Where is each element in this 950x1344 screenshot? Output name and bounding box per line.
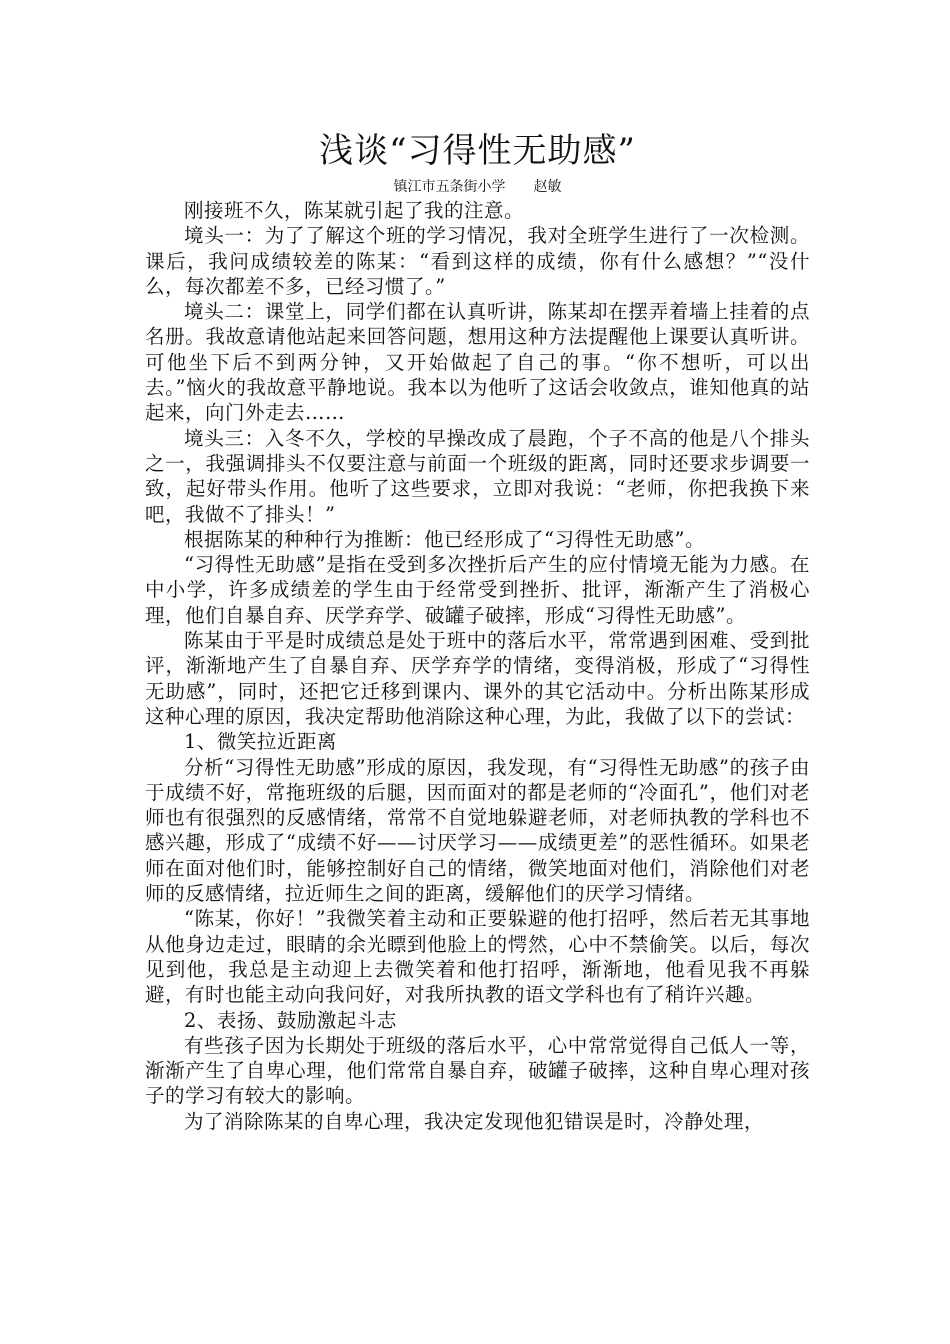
author-byline: 镇江市五条街小学 赵敏 (393, 179, 562, 195)
paragraph: 为了消除陈某的自卑心理，我决定发现他犯错误是时，冷静处理， (184, 1109, 765, 1133)
section-heading: 2、表扬、鼓励激起斗志 (184, 1008, 397, 1032)
paragraph: “习得性无助感”是指在受到多次挫折后产生的应付情境无能为力感。在中小学，许多成绩差的学生由于经常受到挫折、批评，渐渐产生了消极心理，他们自暴自弃、厌学弃学、破罐子破摔，形成“习得性无助感”。 (145, 553, 810, 627)
paragraph: 根据陈某的种种行为推断：他已经形成了“习得性无助感”。 (184, 527, 705, 551)
document-page (145, 128, 810, 1134)
paragraph: 分析“习得性无助感”形成的原因，我发现，有“习得性无助感”的孩子由于成绩不好，常拖班级的后腿，因而面对的都是老师的“冷面孔”，他们对老师也有很强烈的反感情绪，常常不自觉地躲避老师，对老师执教的学科也不感兴趣，形成了“成绩不好——讨厌学习——成绩更差”的恶性循环。如果老师在面对他们时，能够控制好自己的情绪，微笑地面对他们，消除他们对老师的反感情绪，拉近师生之间的距离，缓解他们的厌学习情绪。 (145, 755, 810, 906)
paragraph: 刚接班不久，陈某就引起了我的注意。 (184, 199, 525, 222)
paragraph: 境头二：课堂上，同学们都在认真听讲，陈某却在摆弄着墙上挂着的点名册。我故意请他站起来回答问题，想用这种方法提醒他上课要认真听讲。可他坐下后不到两分钟，又开始做起了自己的事。“你不想听，可以出去。”恼火的我故意平静地说。我本以为他听了这话会收敛点，谁知他真的站起来，向门外走去…… (145, 300, 810, 425)
paragraph: 陈某由于平是时成绩总是处于班中的落后水平，常常遇到困难、受到批评，渐渐地产生了自暴自弃、厌学弃学的情绪，变得消极，形成了“习得性无助感”，同时，还把它迁移到课内、课外的其它活动中。分析出陈某形成这种心理的原因，我决定帮助他消除这种心理，为此，我做了以下的尝试： (145, 629, 810, 728)
paragraph: 境头三：入冬不久，学校的早操改成了晨跑，个子不高的他是八个排头之一，我强调排头不仅要注意与前面一个班级的距离，同时还要求步调要一致，起好带头作用。他听了这些要求，立即对我说：“老师，你把我换下来吧，我做不了排头！” (145, 426, 810, 526)
page-title: 浅谈“习得性无助感” (319, 131, 636, 171)
paragraph: “陈某，你好！”我微笑着主动和正要躲避的他打招呼，然后若无其事地从他身边走过，眼睛的余光瞟到他脸上的愕然，心中不禁偷笑。以后，每次见到他，我总是主动迎上去微笑着和他打招呼，渐渐地，他看见我不再躲避，有时也能主动向我问好，对我所执教的语文学科也有了稍许兴趣。 (145, 907, 810, 1007)
document-body (145, 198, 810, 1134)
section-heading: 1、微笑拉近距离 (184, 730, 337, 754)
paragraph: 境头一：为了了解这个班的学习情况，我对全班学生进行了一次检测。课后，我问成绩较差的陈某：“看到这样的成绩，你有什么感想？”“没什么，每次都差不多，已经习惯了。” (145, 224, 810, 298)
paragraph: 有些孩子因为长期处于班级的落后水平，心中常常觉得自己低人一等，渐渐产生了自卑心理，他们常常自暴自弃，破罐子破摔，这种自卑心理对孩子的学习有较大的影响。 (145, 1033, 810, 1108)
